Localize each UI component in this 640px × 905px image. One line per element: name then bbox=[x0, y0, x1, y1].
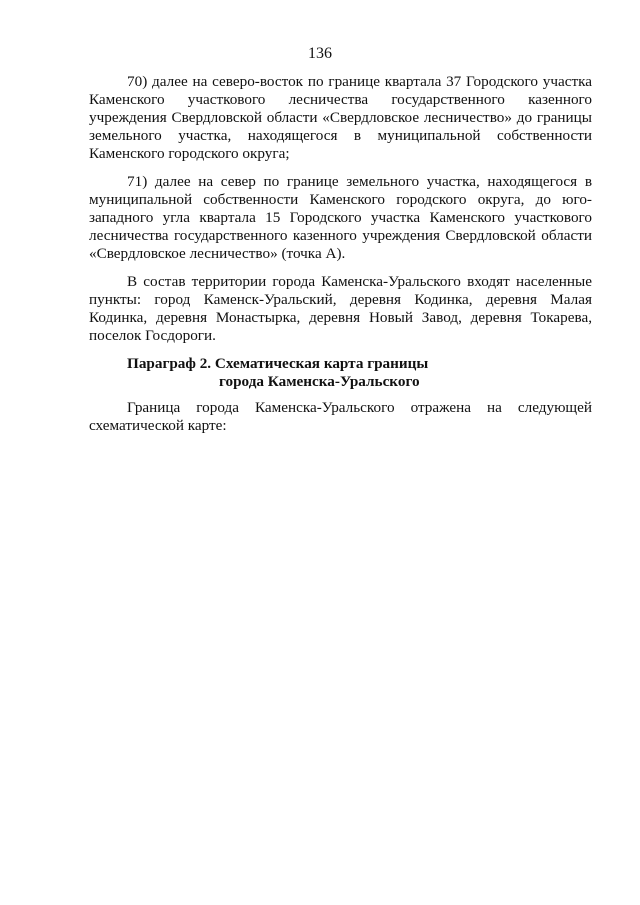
paragraph-map-intro: Граница города Каменска-Уральского отражена на следующей схематической карте: bbox=[89, 399, 592, 434]
page-number: 136 bbox=[308, 45, 332, 62]
section-heading-line-2: города Каменска-Уральского bbox=[219, 373, 420, 390]
paragraph-70: 70) далее на северо-восток по границе квартала 37 Городского участка Каменского участкового лесничества государственного казенного учреждения Свердловской области «Свердловское лесничество» до границы земельного участка, находящегося в муниципальной собственности Каменского городского округа; bbox=[89, 73, 592, 162]
section-heading bbox=[89, 355, 592, 391]
paragraph-settlements: В состав территории города Каменска-Уральского входят населенные пункты: город Каменск-Уральский, деревня Кодинка, деревня Малая Кодинка, деревня Монастырка, деревня Новый Завод, деревня Токарева, поселок Госдороги. bbox=[89, 273, 592, 344]
paragraph-71: 71) далее на север по границе земельного участка, находящегося в муниципальной собственности Каменского городского округа, до юго-западного угла квартала 15 Городского участка Каменского участкового лесничества государственного казенного учреждения Свердловской области «Свердловское лесничество» (точка А). bbox=[89, 173, 592, 262]
section-heading-line-1: Параграф 2. Схематическая карта границы bbox=[127, 355, 429, 372]
document-body bbox=[89, 73, 592, 445]
